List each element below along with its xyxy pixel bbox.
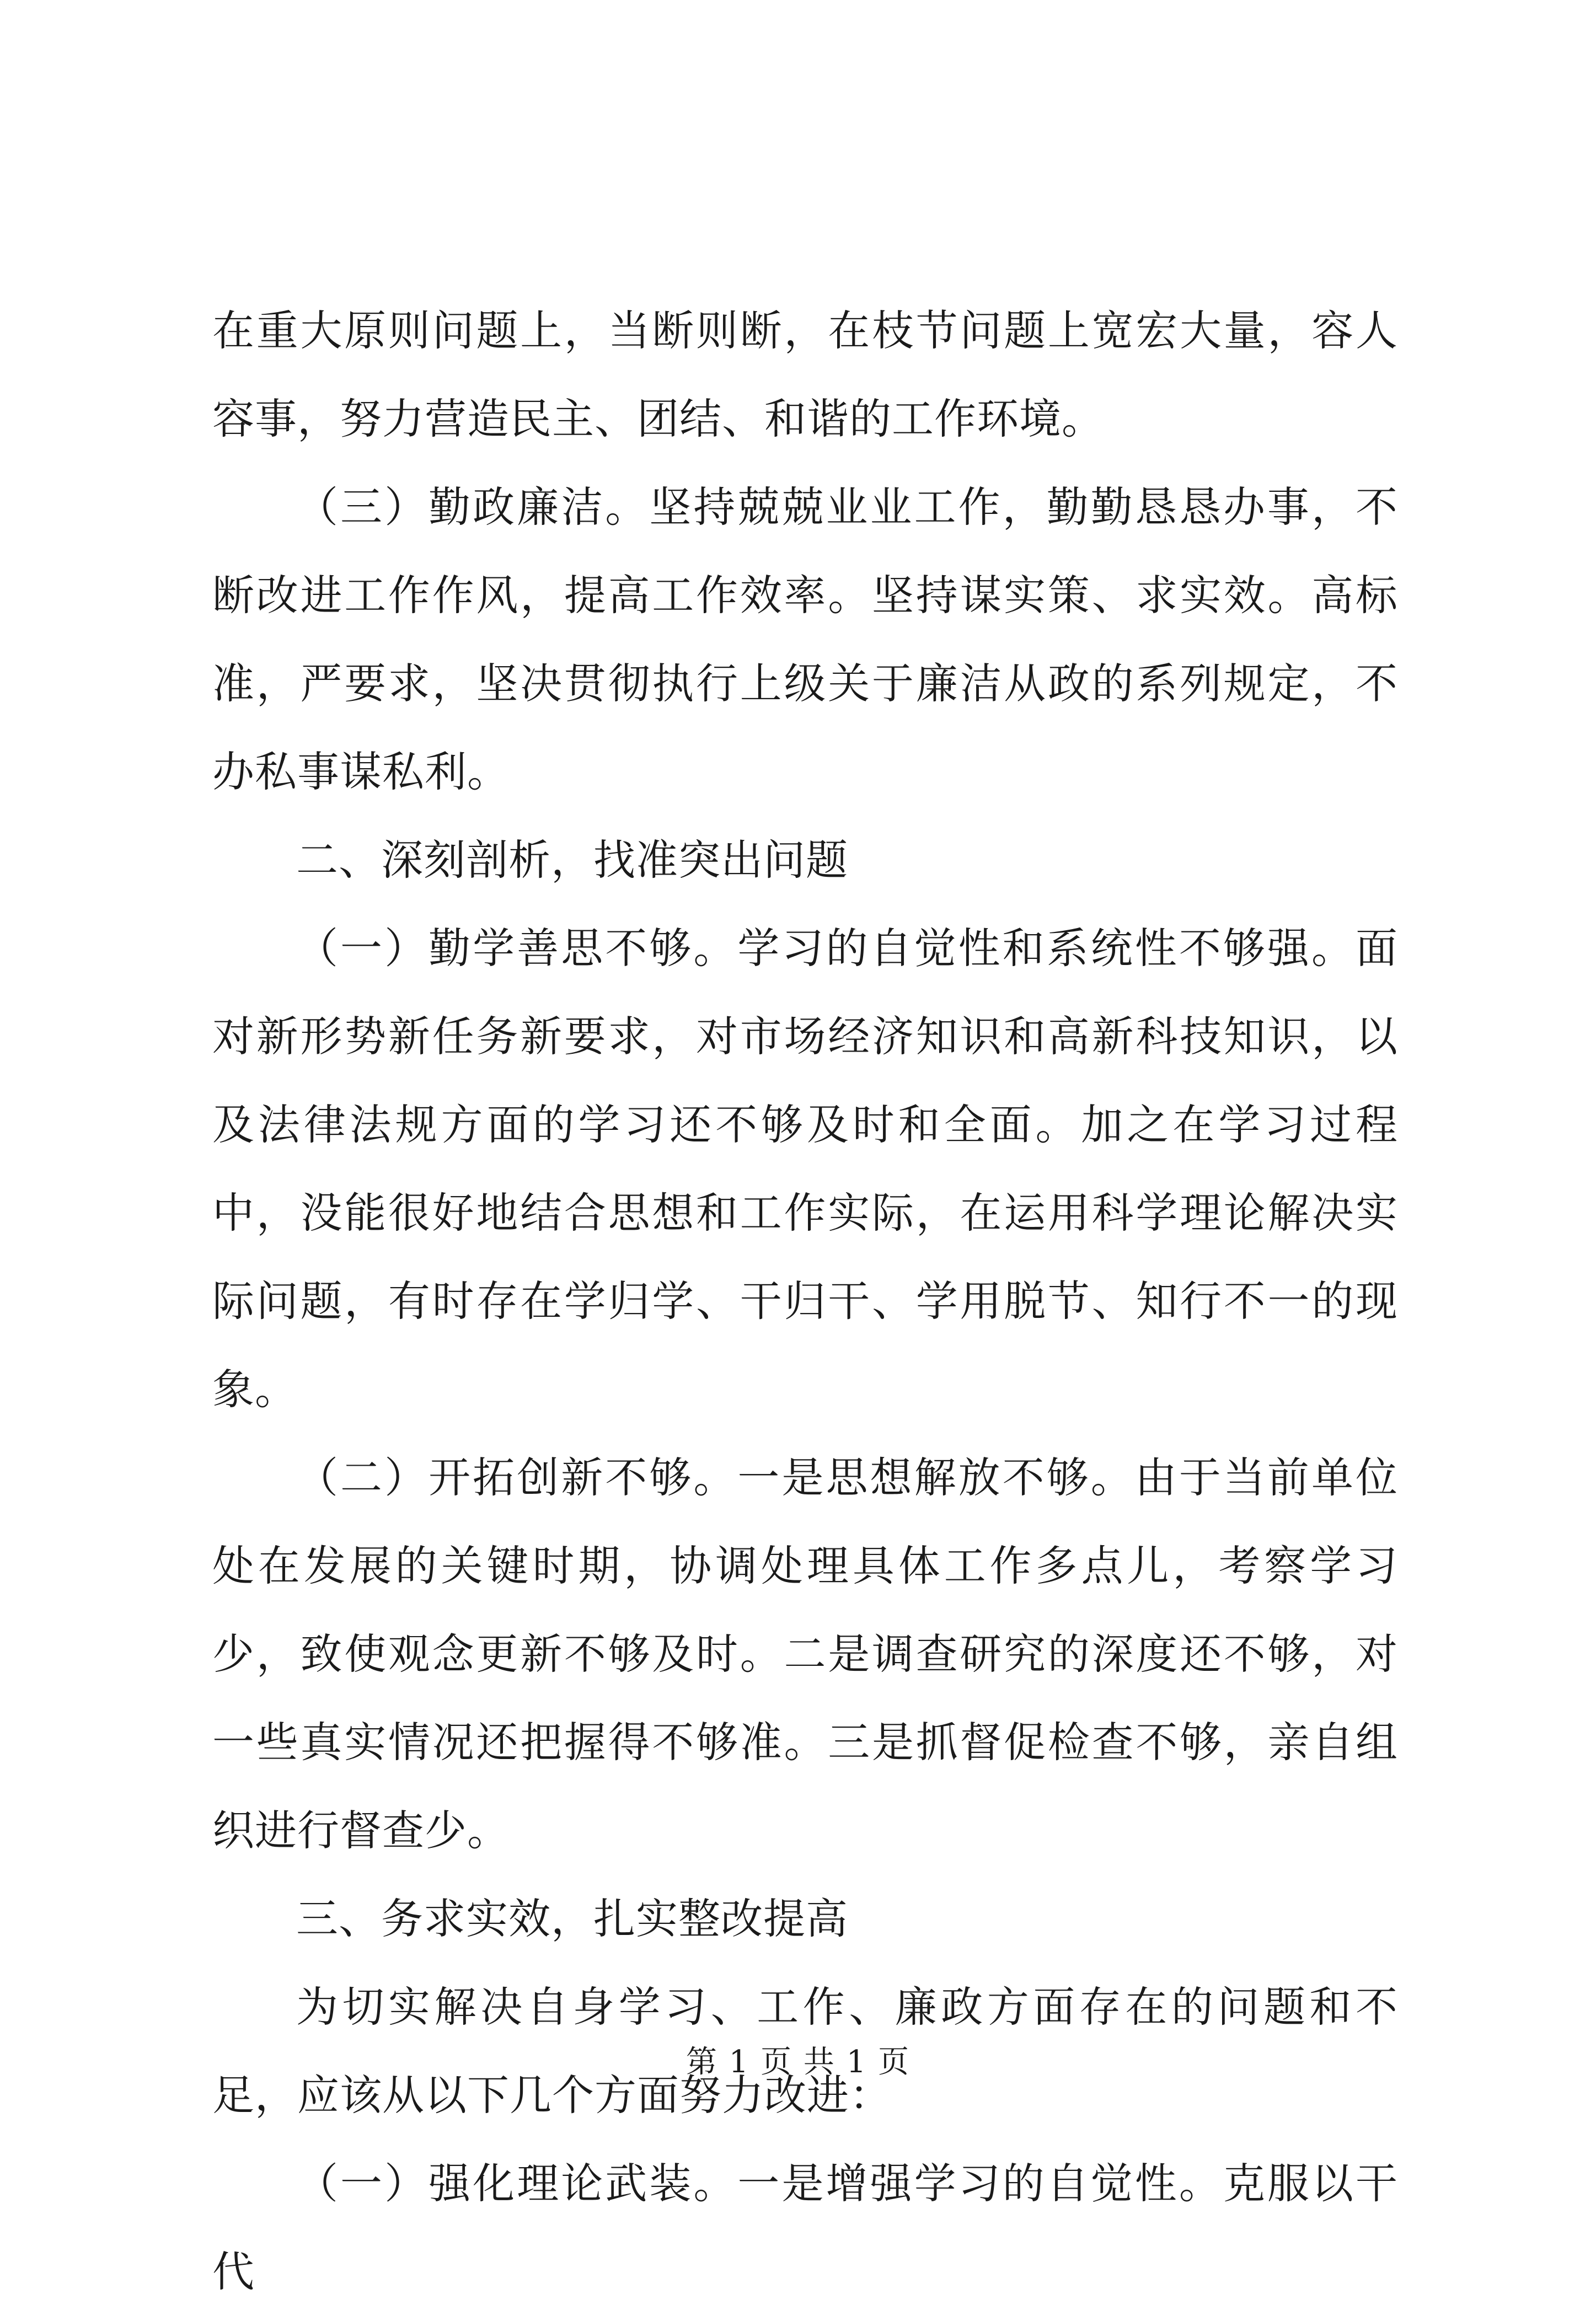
paragraph-1: 在重大原则问题上，当断则断，在枝节问题上宽宏大量，容人容事，努力营造民主、团结、和谐的工作环境。 [212,306,1398,443]
paragraph-2: （三）勤政廉洁。坚持兢兢业业工作，勤勤恳恳办事，不断改进工作作风，提高工作效率。坚持谋实策、求实效。高标准，严要求，坚决贯彻执行上级关于廉洁从政的系列规定，不办私事谋私利。 [212,482,1398,796]
section-heading-3: 三、务求实效，扎实整改提高 [296,1894,848,1943]
document-body [212,287,1398,2316]
paragraph-5: （二）开拓创新不够。一是思想解放不够。由于当前单位处在发展的关键时期，协调处理具体工作多点儿，考察学习少，致使观念更新不够及时。二是调查研究的深度还不够，对一些真实情况还把握得不够准。三是抓督促检查不够，亲自组织进行督查少。 [212,1453,1398,1855]
paragraph-7: 为切实解决自身学习、工作、廉政方面存在的问题和不足，应该从以下几个方面努力改进： [212,1982,1398,2120]
paragraph-8: （一）强化理论武装。一是增强学习的自觉性。克服以干代 [212,2159,1398,2296]
section-heading-2: 二、深刻剖析，找准突出问题 [296,835,848,884]
page-footer: 第 1 页 共 1 页 [685,2044,911,2080]
paragraph-4: （一）勤学善思不够。学习的自觉性和系统性不够强。面对新形势新任务新要求，对市场经济知识和高新科技知识，以及法律法规方面的学习还不够及时和全面。加之在学习过程中，没能很好地结合思想和工作实际，在运用科学理论解决实际问题，有时存在学归学、干归干、学用脱节、知行不一的现象。 [212,924,1398,1414]
